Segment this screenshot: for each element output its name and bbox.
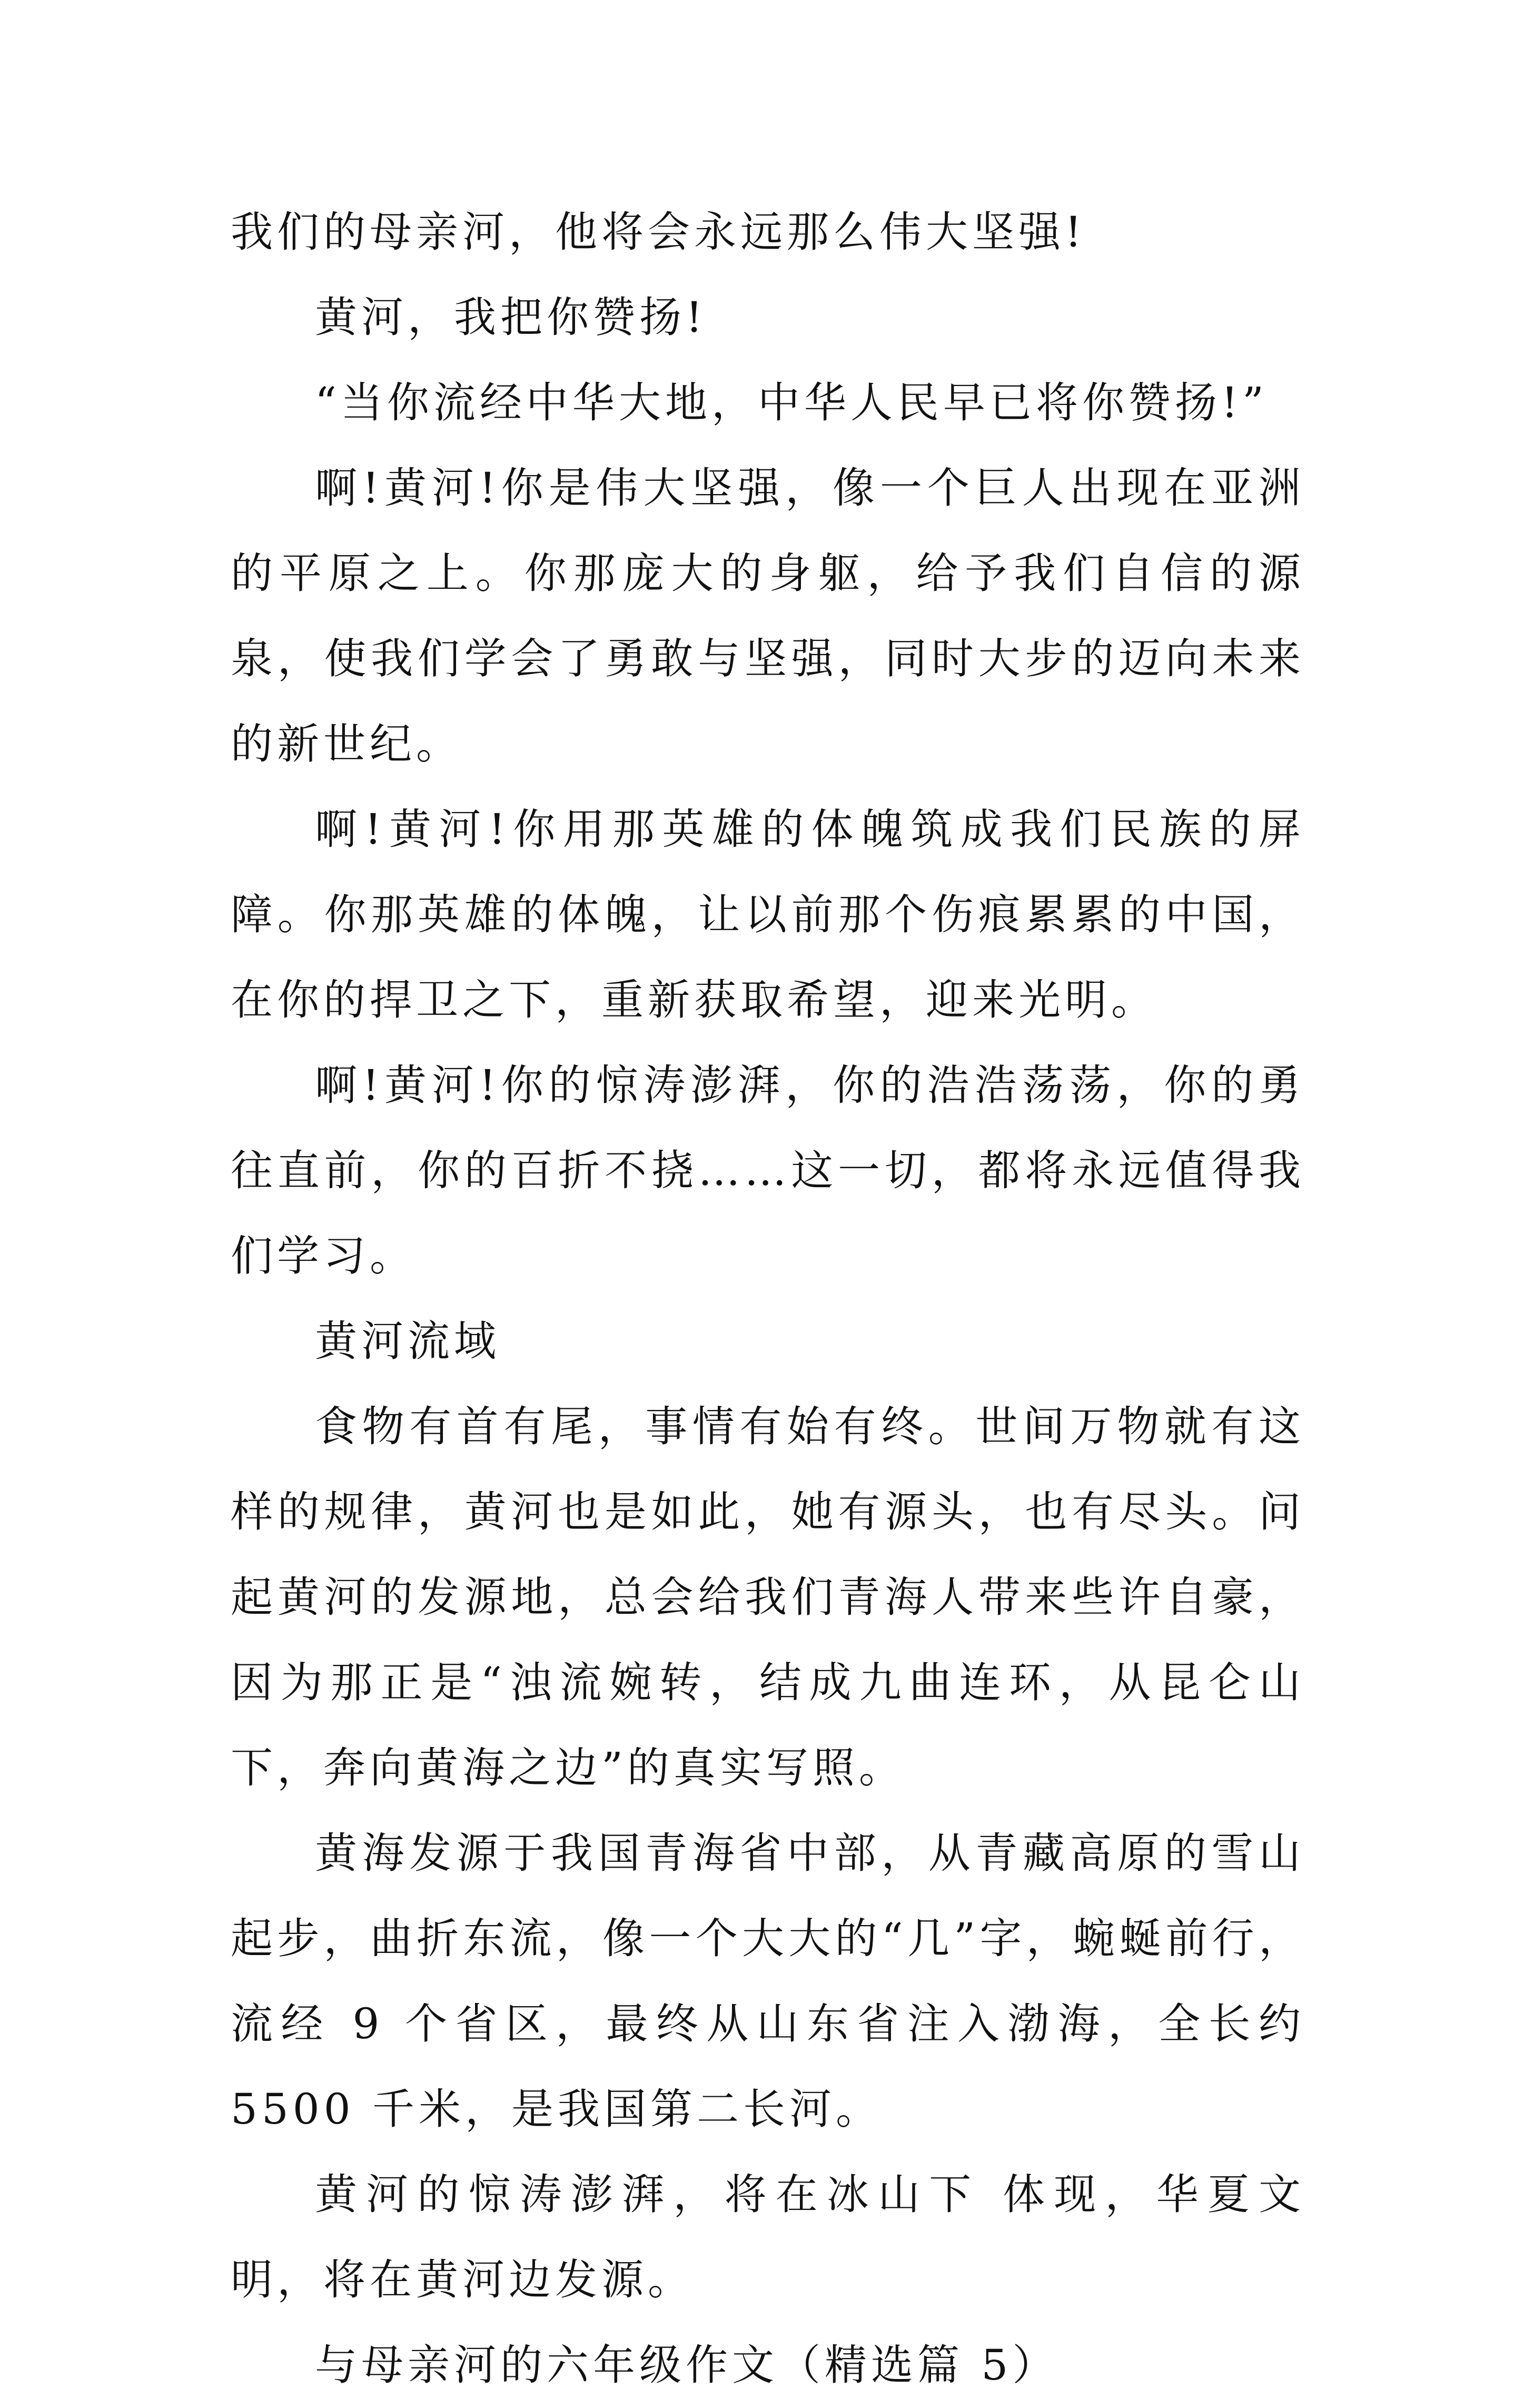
paragraph-2: 黄河，我把你赞扬! [315,293,707,342]
paragraph-1: 我们的母亲河，他将会永远那么伟大坚强! [231,208,1086,256]
paragraph-6: 啊!黄河!你的惊涛澎湃，你的浩浩荡荡，你的勇往直前，你的百折不挠……这一切，都将永远值得我们学习。 [231,1061,1305,1280]
paragraph-8: 食物有首有尾，事情有始有终。世间万物就有这样的规律，黄河也是如此，她有源头，也有尽头。问起黄河的发源地，总会给我们青海人带来些许自豪，因为那正是“浊流婉转，结成九曲连环，从昆仑山下，奔向黄海之边”的真实写照。 [231,1402,1305,1792]
paragraph-9: 黄海发源于我国青海省中部，从青藏高原的雪山起步，曲折东流，像一个大大的“几”字，蜿蜒前行，流经 9 个省区，最终从山东省注入渤海，全长约 5500 千米，是我国第二长河。 [231,1829,1305,2134]
paragraph-4: 啊!黄河!你是伟大坚强，像一个巨人出现在亚洲的平原之上。你那庞大的身躯，给予我们自信的源泉，使我们学会了勇敢与坚强，同时大步的迈向未来的新世纪。 [231,463,1305,768]
paragraph-5: 啊!黄河!你用那英雄的体魄筑成我们民族的屏障。你那英雄的体魄，让以前那个伤痕累累的中国，在你的捍卫之下，重新获取希望，迎来光明。 [231,805,1305,1024]
paragraph-10: 黄河的惊涛澎湃，将在冰山下 体现，华夏文明，将在黄河边发源。 [231,2170,1305,2304]
document-body [231,190,1305,2408]
section-heading: 黄河流域 [315,1317,500,1366]
section-title: 与母亲河的六年级作文（精选篇 5） [315,2341,1059,2390]
paragraph-3: “当你流经中华大地，中华人民早已将你赞扬!” [315,378,1268,427]
